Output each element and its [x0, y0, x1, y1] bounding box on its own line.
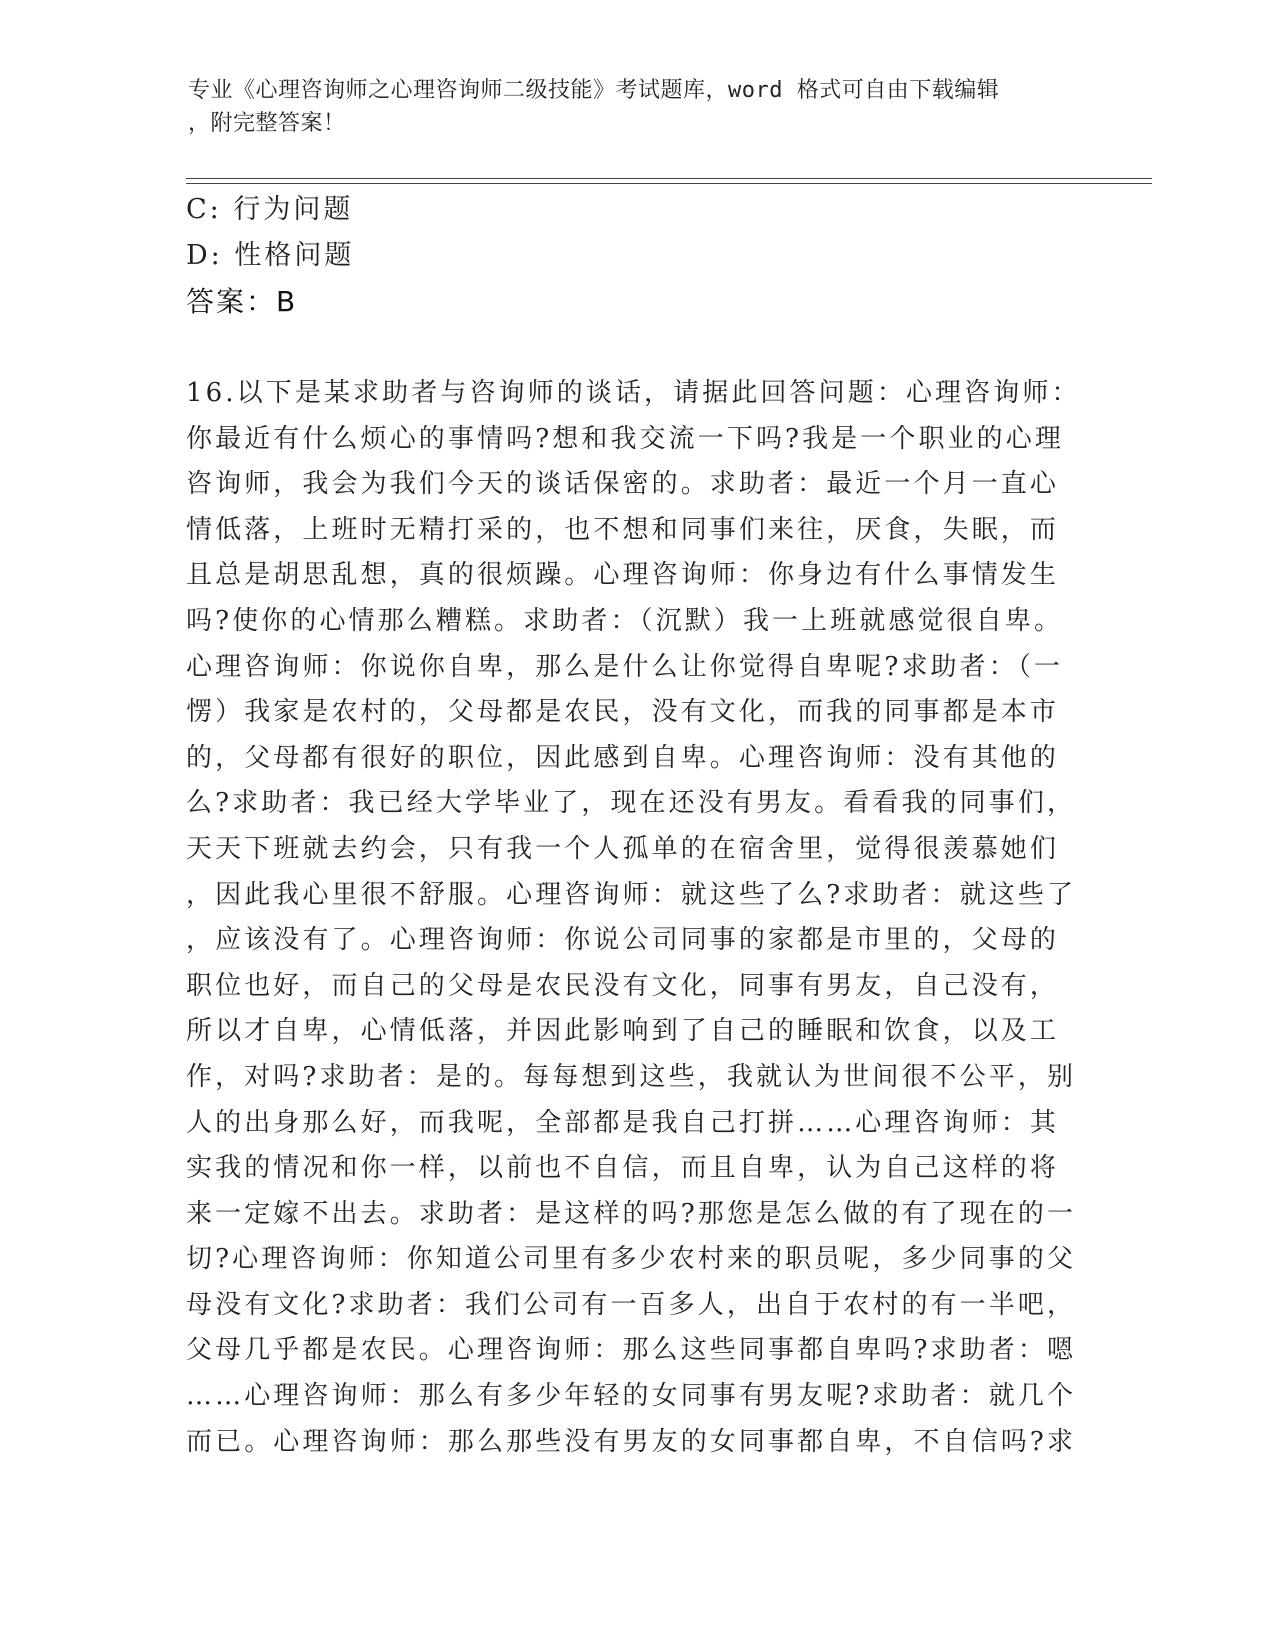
option-d: D: 性格问题	[186, 240, 355, 271]
question-line: 心理咨询师：你说你自卑，那么是什么让你觉得自卑呢?求助者：（一	[186, 651, 1064, 682]
header-line-2: ，附完整答案！	[188, 111, 346, 136]
question-line: 么?求助者：我已经大学毕业了，现在还没有男友。看看我的同事们，	[186, 788, 1077, 819]
question-line: 作，对吗?求助者：是的。每每想到这些，我就认为世间很不公平，别	[186, 1061, 1077, 1092]
question-16	[186, 371, 1081, 1465]
question-line: 情低落，上班时无精打采的，也不想和同事们来往，厌食，失眠，而	[186, 514, 1060, 545]
question-line: ，因此我心里很不舒服。心理咨询师：就这些了么?求助者：就这些了	[186, 879, 1077, 910]
question-line: 所以才自卑，心情低落，并因此影响到了自己的睡眠和饮食，以及工	[186, 1016, 1060, 1047]
question-line: 愣）我家是农村的，父母都是农民，没有文化，而我的同事都是本市	[186, 697, 1060, 728]
question-line: 咨询师，我会为我们今天的谈话保密的。求助者：最近一个月一直心	[186, 469, 1060, 500]
question-line: 父母几乎都是农民。心理咨询师：那么这些同事都自卑吗?求助者：嗯	[186, 1335, 1077, 1366]
question-line: ……心理咨询师：那么有多少年轻的女同事有男友呢?求助者：就几个	[186, 1381, 1077, 1412]
option-c: C: 行为问题	[186, 194, 354, 225]
question-line: 而已。心理咨询师：那么那些没有男友的女同事都自卑，不自信吗?求	[186, 1426, 1077, 1457]
question-line: 你最近有什么烦心的事情吗?想和我交流一下吗?我是一个职业的心理	[186, 423, 1064, 454]
question-line: 职位也好，而自己的父母是农民没有文化，同事有男友，自己没有，	[186, 970, 1060, 1001]
answer-options	[186, 187, 1086, 325]
question-line: 人的出身那么好，而我呢，全部都是我自己打拼……心理咨询师：其	[186, 1107, 1060, 1138]
question-line: 母没有文化?求助者：我们公司有一百多人，出自于农村的有一半吧，	[186, 1289, 1077, 1320]
answer-key: 答案：B	[186, 285, 298, 318]
question-line: ，应该没有了。心理咨询师：你说公司同事的家都是市里的，父母的	[186, 925, 1060, 956]
header-divider-bottom	[186, 183, 1152, 184]
question-line: 且总是胡思乱想，真的很烦躁。心理咨询师：你身边有什么事情发生	[186, 560, 1060, 591]
question-line: 吗?使你的心情那么糟糕。求助者：（沉默）我一上班就感觉很自卑。	[186, 605, 1064, 636]
question-line: 来一定嫁不出去。求助者：是这样的吗?那您是怎么做的有了现在的一	[186, 1198, 1077, 1229]
header-line-1: 专业《心理咨询师之心理咨询师二级技能》考试题库，word 格式可自由下载编辑	[188, 78, 1000, 103]
question-line: 天天下班就去约会，只有我一个人孤单的在宿舍里，觉得很羡慕她们	[186, 833, 1060, 864]
question-line: 切?心理咨询师：你知道公司里有多少农村来的职员呢，多少同事的父	[186, 1244, 1077, 1275]
question-line: 16.以下是某求助者与咨询师的谈话，请据此回答问题：心理咨询师：	[186, 378, 1081, 408]
question-line: 实我的情况和你一样，以前也不自信，而且自卑，认为自己这样的将	[186, 1153, 1060, 1184]
question-line: 的，父母都有很好的职位，因此感到自卑。心理咨询师：没有其他的	[186, 742, 1060, 773]
page-header	[188, 74, 1088, 140]
header-divider-top	[186, 178, 1152, 179]
